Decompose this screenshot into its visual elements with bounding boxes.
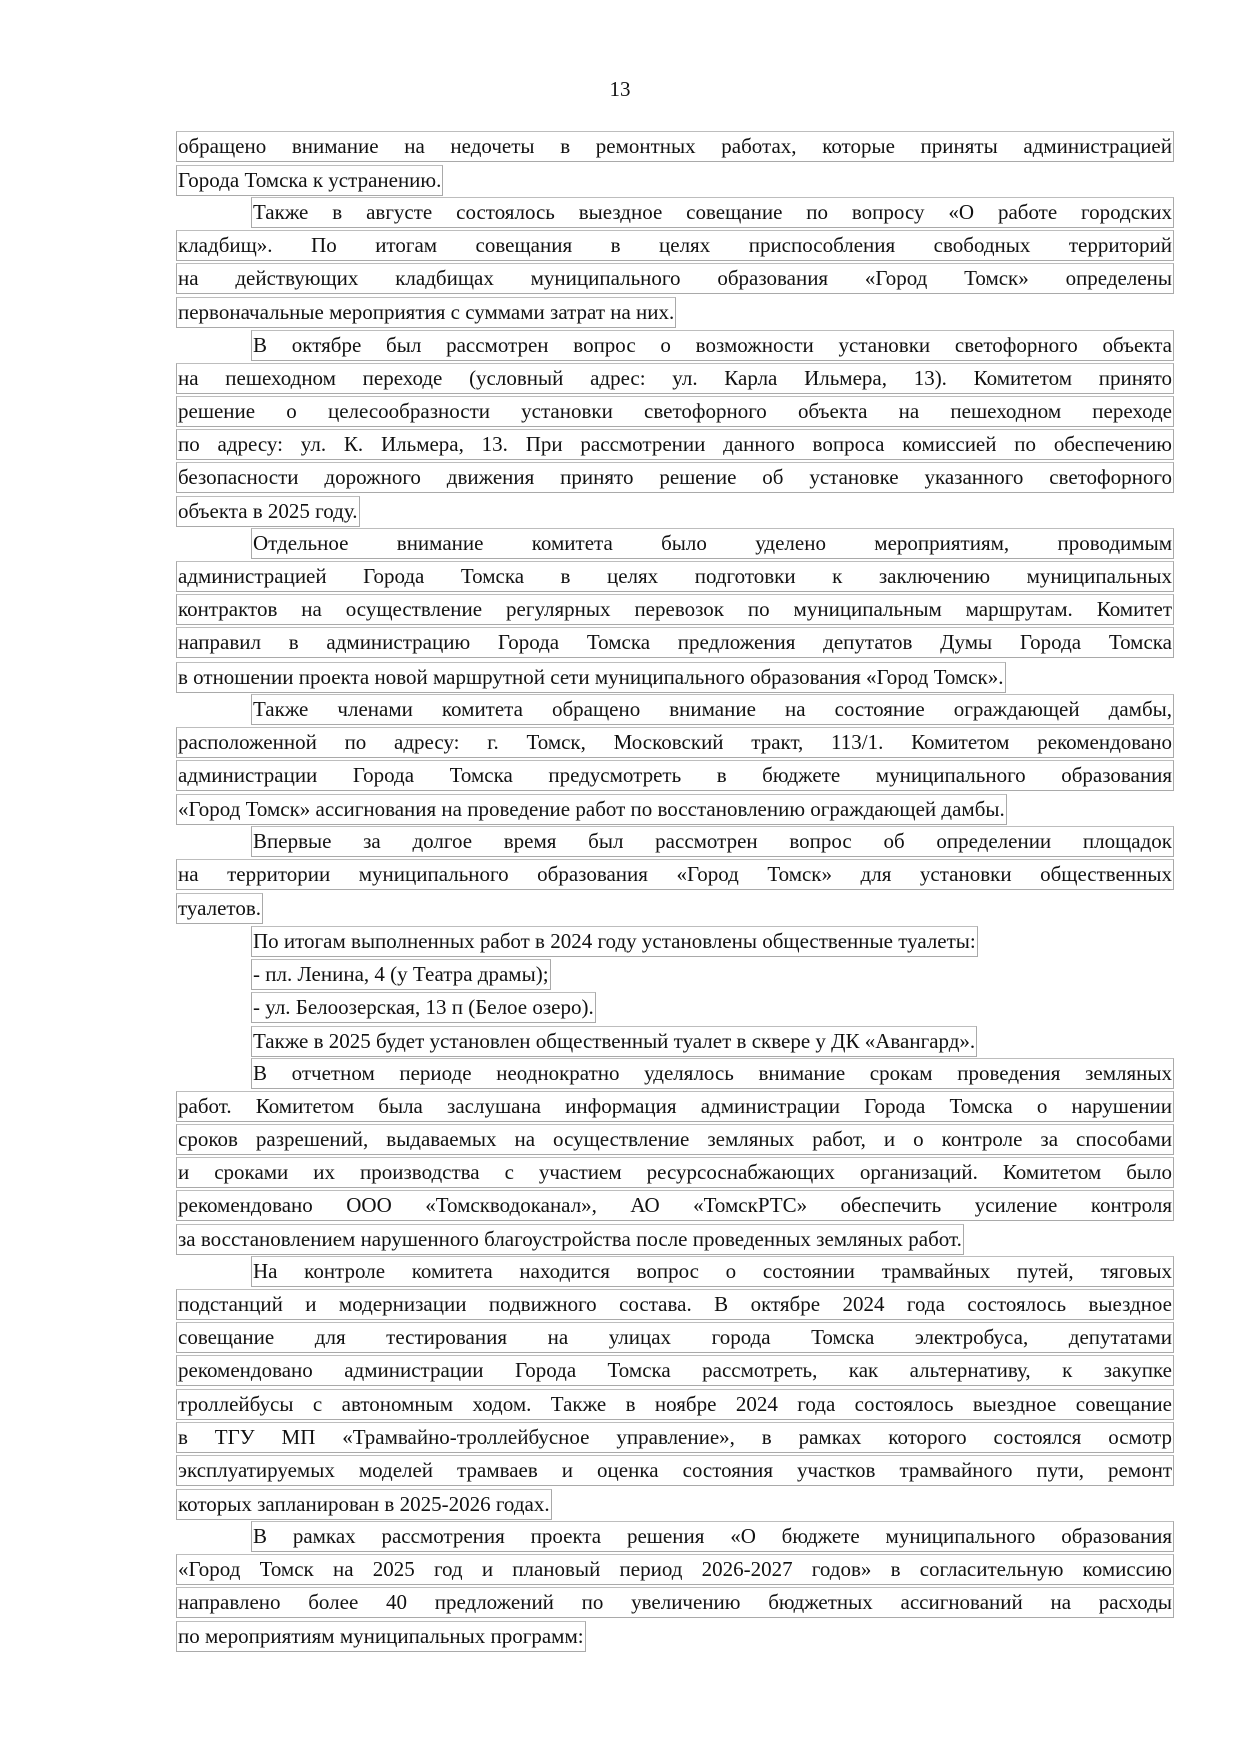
text-line-content: работ. Комитетом была заслушана информация администрации Города Томска о нарушении bbox=[176, 1091, 1174, 1122]
text-line bbox=[176, 296, 1174, 329]
text-line bbox=[176, 1587, 1174, 1620]
text-line bbox=[176, 1289, 1174, 1322]
text-line bbox=[176, 1455, 1174, 1488]
text-line-content: кладбищ». По итогам совещания в целях приспособления свободных территорий bbox=[176, 230, 1174, 261]
text-line-content: на территории муниципального образования «Город Томск» для установки общественных bbox=[176, 859, 1174, 890]
text-line-content: направлено более 40 предложений по увеличению бюджетных ассигнований на расходы bbox=[176, 1587, 1174, 1618]
text-line-content: первоначальные мероприятия с суммами затрат на них. bbox=[176, 297, 676, 328]
text-line-content: на действующих кладбищах муниципального образования «Город Томск» определены bbox=[176, 263, 1174, 294]
text-line-content: туалетов. bbox=[176, 893, 263, 924]
text-line bbox=[176, 1091, 1174, 1124]
text-line-content: на пешеходном переходе (условный адрес: ул. Карла Ильмера, 13). Комитетом принято bbox=[176, 363, 1174, 394]
text-line-content: направил в администрацию Города Томска предложения депутатов Думы Города Томска bbox=[176, 627, 1174, 658]
text-line-content: рекомендовано администрации Города Томска рассмотреть, как альтернативу, к закупке bbox=[176, 1355, 1174, 1386]
text-line-content: троллейбусы с автономным ходом. Также в ноябре 2024 года состоялось выездное совещание bbox=[176, 1389, 1174, 1420]
text-line bbox=[176, 230, 1174, 263]
text-line-content: по мероприятиям муниципальных программ: bbox=[176, 1621, 586, 1652]
text-line bbox=[176, 760, 1174, 793]
text-line-content: за восстановлением нарушенного благоустройства после проведенных земляных работ. bbox=[176, 1224, 964, 1255]
text-line-content: - пл. Ленина, 4 (у Театра драмы); bbox=[251, 959, 551, 990]
text-line bbox=[176, 330, 1174, 363]
text-line-content: решение о целесообразности установки светофорного объекта на пешеходном переходе bbox=[176, 396, 1174, 427]
text-line bbox=[176, 793, 1174, 826]
text-line bbox=[176, 396, 1174, 429]
text-line-content: совещание для тестирования на улицах города Томска электробуса, депутатами bbox=[176, 1322, 1174, 1353]
text-line bbox=[176, 958, 1174, 991]
text-line bbox=[176, 1256, 1174, 1289]
text-line-content: рекомендовано ООО «Томскводоканал», АО «ТомскРТС» обеспечить усиление контроля bbox=[176, 1190, 1174, 1221]
document-body bbox=[176, 131, 1174, 1653]
text-line bbox=[176, 1355, 1174, 1388]
text-line-content: администрацией Города Томска в целях подготовки к заключению муниципальных bbox=[176, 561, 1174, 592]
text-line-content: Впервые за долгое время был рассмотрен вопрос об определении площадок bbox=[251, 826, 1174, 857]
text-line bbox=[176, 164, 1174, 197]
text-line-content: Также членами комитета обращено внимание на состояние ограждающей дамбы, bbox=[251, 694, 1174, 725]
text-line-content: и сроками их производства с участием ресурсоснабжающих организаций. Комитетом было bbox=[176, 1157, 1174, 1188]
text-line bbox=[176, 859, 1174, 892]
text-line bbox=[176, 826, 1174, 859]
text-line bbox=[176, 197, 1174, 230]
text-line-content: «Город Томск» ассигнования на проведение работ по восстановлению ограждающей дамбы. bbox=[176, 794, 1007, 825]
text-line-content: обращено внимание на недочеты в ремонтных работах, которые приняты администрацией bbox=[176, 131, 1174, 162]
text-line bbox=[176, 1190, 1174, 1223]
text-line-content: Города Томска к устранению. bbox=[176, 165, 443, 196]
text-line-content: Также в 2025 будет установлен общественный туалет в сквере у ДК «Авангард». bbox=[251, 1026, 977, 1057]
text-line bbox=[176, 1058, 1174, 1091]
text-line bbox=[176, 363, 1174, 396]
text-line bbox=[176, 991, 1174, 1024]
text-line bbox=[176, 528, 1174, 561]
text-line bbox=[176, 263, 1174, 296]
text-line-content: Отдельное внимание комитета было уделено мероприятиям, проводимым bbox=[251, 528, 1174, 559]
text-line bbox=[176, 694, 1174, 727]
text-line-content: по адресу: ул. К. Ильмера, 13. При рассмотрении данного вопроса комиссией по обеспечению bbox=[176, 429, 1174, 460]
text-line-content: сроков разрешений, выдаваемых на осуществление земляных работ, и о контроле за способами bbox=[176, 1124, 1174, 1155]
text-line bbox=[176, 727, 1174, 760]
text-line-content: которых запланирован в 2025-2026 годах. bbox=[176, 1489, 552, 1520]
text-line bbox=[176, 1620, 1174, 1653]
text-line bbox=[176, 1554, 1174, 1587]
text-line-content: эксплуатируемых моделей трамваев и оценка состояния участков трамвайного пути, ремонт bbox=[176, 1455, 1174, 1486]
text-line-content: в отношении проекта новой маршрутной сети муниципального образования «Город Томск». bbox=[176, 662, 1006, 693]
text-line-content: По итогам выполненных работ в 2024 году установлены общественные туалеты: bbox=[251, 926, 978, 957]
text-line bbox=[176, 1422, 1174, 1455]
text-line bbox=[176, 1223, 1174, 1256]
text-line-content: объекта в 2025 году. bbox=[176, 496, 360, 527]
text-line bbox=[176, 1389, 1174, 1422]
text-line bbox=[176, 131, 1174, 164]
text-line-content: в ТГУ МП «Трамвайно-троллейбусное управление», в рамках которого состоялся осмотр bbox=[176, 1422, 1174, 1453]
text-line-content: В рамках рассмотрения проекта решения «О бюджете муниципального образования bbox=[251, 1521, 1174, 1552]
text-line-content: безопасности дорожного движения принято решение об установке указанного светофорного bbox=[176, 462, 1174, 493]
text-line bbox=[176, 1157, 1174, 1190]
text-line bbox=[176, 462, 1174, 495]
text-line bbox=[176, 1488, 1174, 1521]
text-line-content: Также в августе состоялось выездное совещание по вопросу «О работе городских bbox=[251, 197, 1174, 228]
text-line bbox=[176, 495, 1174, 528]
text-line-content: администрации Города Томска предусмотреть в бюджете муниципального образования bbox=[176, 760, 1174, 791]
page-number: 13 bbox=[609, 77, 631, 101]
text-line-content: - ул. Белоозерская, 13 п (Белое озеро). bbox=[251, 992, 596, 1023]
text-line-content: «Город Томск на 2025 год и плановый период 2026-2027 годов» в согласительную комиссию bbox=[176, 1554, 1174, 1585]
text-line-content: В октябре был рассмотрен вопрос о возможности установки светофорного объекта bbox=[251, 330, 1174, 361]
text-line bbox=[176, 594, 1174, 627]
text-line bbox=[176, 1124, 1174, 1157]
text-line bbox=[176, 561, 1174, 594]
text-line bbox=[176, 661, 1174, 694]
text-line bbox=[176, 1322, 1174, 1355]
text-line bbox=[176, 892, 1174, 925]
text-line-content: На контроле комитета находится вопрос о состоянии трамвайных путей, тяговых bbox=[251, 1256, 1174, 1287]
text-line-content: контрактов на осуществление регулярных перевозок по муниципальным маршрутам. Комитет bbox=[176, 594, 1174, 625]
text-line bbox=[176, 429, 1174, 462]
text-line bbox=[176, 627, 1174, 660]
text-line-content: В отчетном периоде неоднократно уделялось внимание срокам проведения земляных bbox=[251, 1058, 1174, 1089]
text-line-content: подстанций и модернизации подвижного состава. В октябре 2024 года состоялось выездное bbox=[176, 1289, 1174, 1320]
text-line-content: расположенной по адресу: г. Томск, Московский тракт, 113/1. Комитетом рекомендовано bbox=[176, 727, 1174, 758]
text-line bbox=[176, 1025, 1174, 1058]
text-line bbox=[176, 925, 1174, 958]
text-line bbox=[176, 1521, 1174, 1554]
